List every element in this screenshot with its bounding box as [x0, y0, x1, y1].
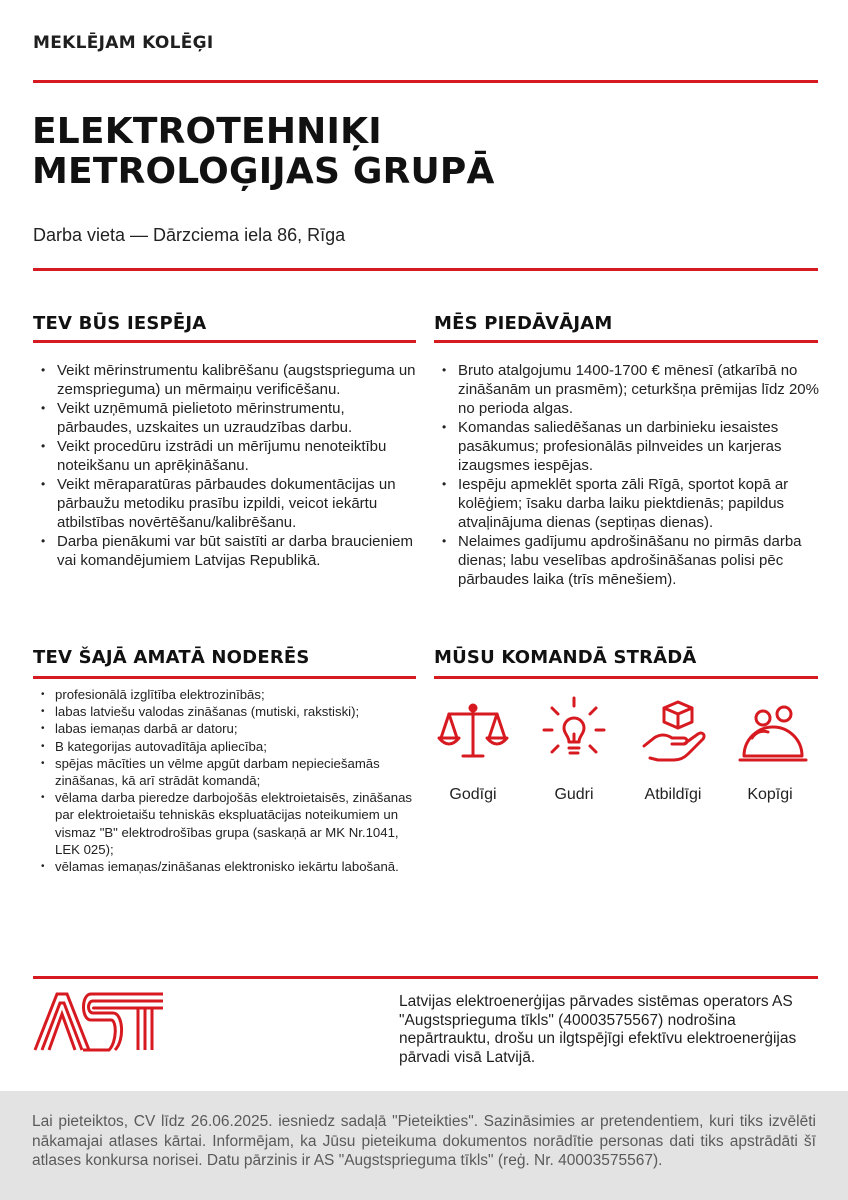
ast-logo: [33, 992, 165, 1057]
value-label-honest: Godīgi: [449, 786, 497, 803]
kicker-label: MEKLĒJAM KOLĒĢI: [33, 33, 214, 53]
section-heading-requirements: TEV ŠAJĀ AMATĀ NODERĒS: [33, 647, 310, 668]
offer-list: [434, 361, 820, 589]
list-item: • vēlama darba pieredze darbojošās elektroietaisēs, zināšanas par elektroietaišu tehniskās ekspluatācijas noteikumiem un vismaz "B" elektrodrošības grupa (saskaņā ar MK Nr.1041, LEK 025);: [33, 789, 418, 858]
list-item: • Veikt uzņēmumā pielietoto mērinstrumentu, pārbaudes, uzskaites un uzraudzības darbu.: [33, 399, 418, 437]
list-item: • profesionālā izglītība elektrozinībās;: [33, 686, 418, 703]
divider: [33, 976, 818, 979]
list-item: • Veikt procedūru izstrādi un mērījumu nenoteiktību noteikšanu un aprēķināšanu.: [33, 437, 418, 475]
job-title: [32, 112, 495, 192]
section-divider: [33, 676, 416, 679]
job-title-line-1: ELEKTROTEHNIĶI: [32, 111, 382, 152]
value-label-smart: Gudri: [554, 786, 594, 803]
list-item: • vēlamas iemaņas/zināšanas elektronisko iekārtu labošanā.: [33, 858, 418, 875]
hand-box-icon: [640, 698, 712, 764]
list-item: • Veikt mēraparatūras pārbaudes dokumentācijas un pārbaužu metodiku prasību izpildi, veicot iekārtu atbilstības novērtēšanu/kalibrēšanu.: [33, 475, 418, 532]
footer-text: Lai pieteiktos, CV līdz 26.06.2025. iesniedz sadaļā "Pieteikties". Sazināsimies ar pretendentiem, kuri tiks izvēlēti nākamajai atlases kārtai. Informējam, ka Jūsu pieteikuma dokumentos norādītie personas dati tiks apstrādāti šī atlases konkursa norisei. Datu pārzinis ir AS "Augstsprieguma tīkls" (reģ. Nr. 40003575567).: [32, 1113, 816, 1169]
value-label-together: Kopīgi: [747, 786, 793, 803]
divider: [33, 80, 818, 83]
company-description: Latvijas elektroenerģijas pārvades sistēmas operators AS "Augstsprieguma tīkls" (40003575567) nodrošina nepārtrauktu, drošu un ilgtspējīgi efektīvu elektroenerģijas pārvadi visā Latvijā.: [399, 993, 797, 1066]
requirements-list: [33, 686, 418, 875]
section-divider: [434, 340, 818, 343]
list-item: • Iespēju apmeklēt sporta zāli Rīgā, sportot kopā ar kolēģiem; īsaku darba laiku piektdienās; papildus atvaļinājuma dienas (septiņas dienas).: [434, 475, 820, 532]
opportunities-list: [33, 361, 418, 570]
work-location: Darba vieta — Dārzciema iela 86, Rīga: [33, 225, 346, 245]
list-item: • Komandas saliedēšanas un darbinieku iesaistes pasākumus; profesionālās pilnveides un karjeras izaugsmes iespējas.: [434, 418, 820, 475]
lightbulb-icon: [540, 696, 608, 764]
list-item: • Veikt mērinstrumentu kalibrēšanu (augstsprieguma un zemsprieguma) un mērmaiņu verificēšanu.: [33, 361, 418, 399]
value-label-responsible: Atbildīgi: [644, 786, 702, 803]
job-title-line-2: METROLOĢIJAS GRUPĀ: [32, 151, 495, 192]
section-heading-offer: MĒS PIEDĀVĀJAM: [434, 313, 613, 334]
divider: [33, 268, 818, 271]
list-item: • Darba pienākumi var būt saistīti ar darba braucieniem vai komandējumiem Latvijas Republikā.: [33, 532, 418, 570]
section-heading-opportunities: TEV BŪS IESPĒJA: [33, 313, 207, 334]
scales-icon: [437, 700, 509, 764]
section-divider: [434, 676, 818, 679]
team-icon: [738, 704, 808, 764]
list-item: • B kategorijas autovadītāja apliecība;: [33, 738, 418, 755]
list-item: • spējas mācīties un vēlme apgūt darbam nepieciešamās zināšanas, kā arī strādāt komandā;: [33, 755, 418, 789]
footer: [0, 1091, 848, 1200]
list-item: • Nelaimes gadījumu apdrošināšanu no pirmās darba dienas; labu veselības apdrošināšanas polisi pēc pārbaudes laika (trīs mēnešiem).: [434, 532, 820, 589]
list-item: • Bruto atalgojumu 1400-1700 € mēnesī (atkarībā no zināšanām un prasmēm); ceturkšņa prēmijas līdz 20% no perioda algas.: [434, 361, 820, 418]
list-item: • labas latviešu valodas zināšanas (mutiski, rakstiski);: [33, 703, 418, 720]
section-divider: [33, 340, 416, 343]
list-item: • labas iemaņas darbā ar datoru;: [33, 720, 418, 737]
section-heading-values: MŪSU KOMANDĀ STRĀDĀ: [434, 647, 697, 668]
